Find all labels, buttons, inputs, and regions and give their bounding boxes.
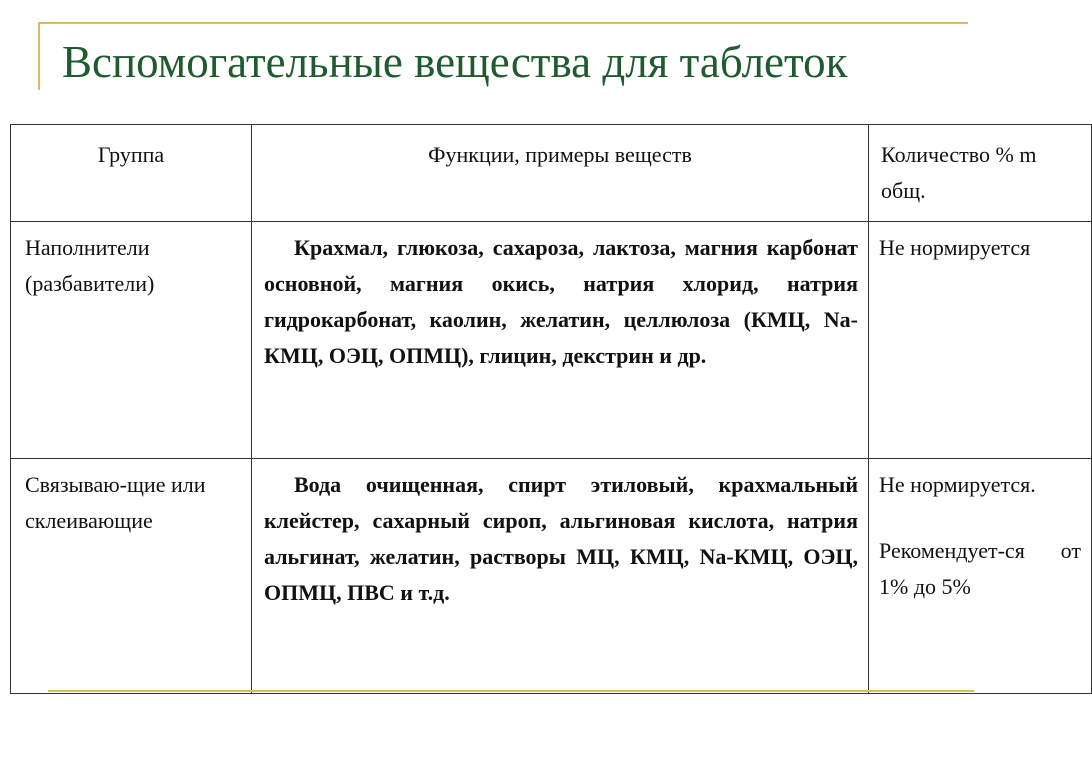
header-group: Группа	[11, 125, 252, 222]
decorative-top-line	[38, 22, 968, 24]
table-row	[11, 222, 1092, 459]
decorative-left-line	[38, 22, 40, 90]
header-amount: Количество % m общ.	[869, 125, 1092, 222]
excipients-table	[10, 124, 1092, 694]
row-functions-text: Крахмал, глюкоза, сахароза, лактоза, магния карбонат основной, магния окись, натрия хлорид, натрия гидрокарбонат, каолин, желатин, целлюлоза (КМЦ, Na-КМЦ, ОЭЦ, ОПМЦ), глицин, декстрин и др.	[264, 235, 858, 368]
row-group-cell: Связываю-щие или склеивающие	[11, 459, 252, 694]
row-amount-text: Не нормируется.	[879, 472, 1036, 497]
row-recommendation-text: Рекомендует-ся от 1% до 5%	[879, 538, 1081, 599]
table-header-row	[11, 125, 1092, 222]
decorative-bottom-line	[48, 690, 974, 692]
row-functions-cell	[252, 459, 869, 694]
row-amount-cell	[869, 459, 1092, 694]
slide-title: Вспомогательные вещества для таблеток	[62, 37, 848, 87]
row-amount-cell	[869, 222, 1092, 459]
header-functions: Функции, примеры веществ	[252, 125, 869, 222]
row-group-cell: Наполнители (разбавители)	[11, 222, 252, 459]
table-row	[11, 459, 1092, 694]
row-functions-cell	[252, 222, 869, 459]
row-amount-text: Не нормируется	[879, 235, 1031, 260]
row-functions-text: Вода очищенная, спирт этиловый, крахмальный клейстер, сахарный сироп, альгиновая кислота, натрия альгинат, желатин, растворы МЦ, КМЦ, Na-КМЦ, ОЭЦ, ОПМЦ, ПВС и т.д.	[264, 472, 858, 605]
